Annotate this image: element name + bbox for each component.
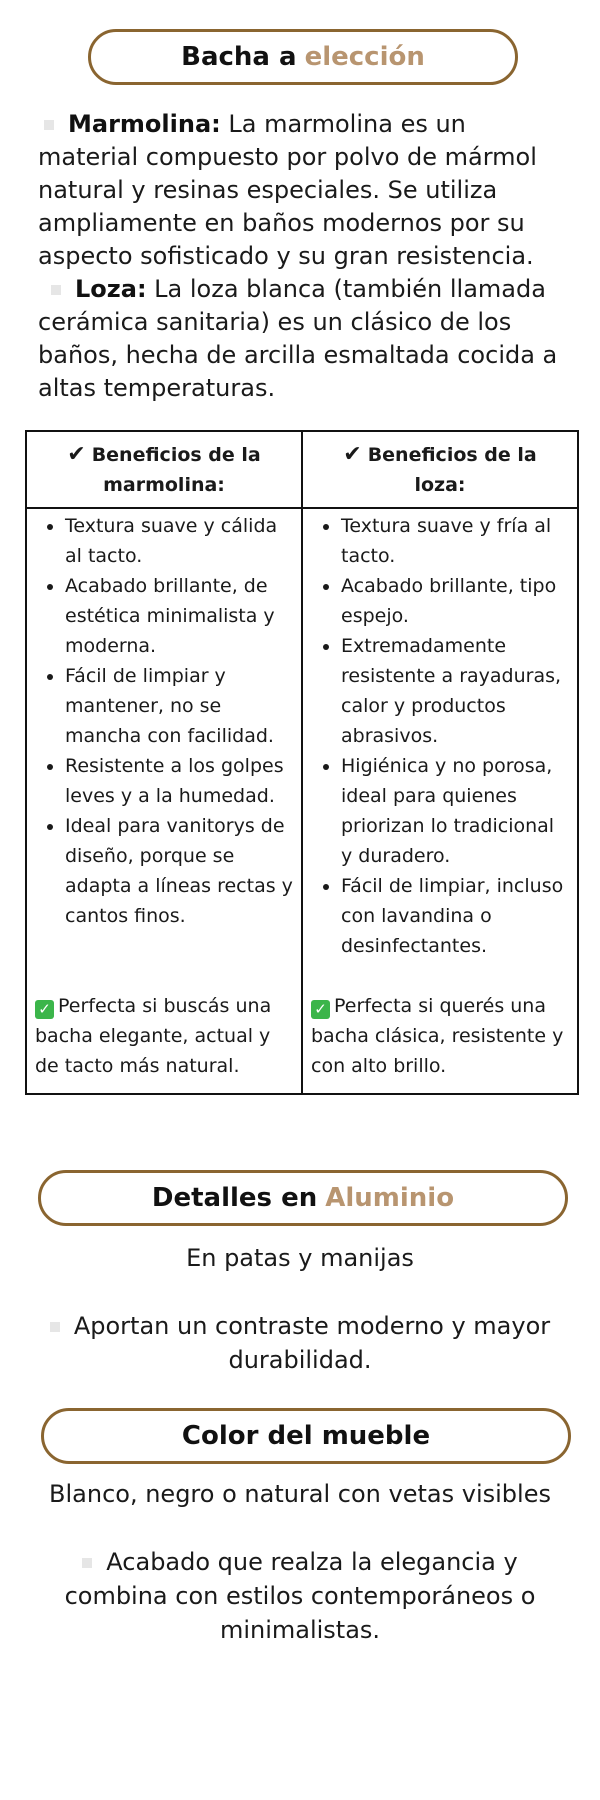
aluminio-title-accent: Aluminio: [325, 1183, 455, 1213]
list-item: • Higiénica y no porosa, ideal para quienes priorizan lo tradicional y duradero.: [341, 751, 569, 871]
marmolina-label: Marmolina:: [68, 110, 221, 138]
list-item: • Fácil de limpiar y mantener, no se mancha con facilidad.: [65, 661, 293, 751]
aluminio-bullet-text: Aportan un contraste moderno y mayor durabilidad.: [73, 1312, 551, 1374]
bacha-intro: [38, 108, 568, 405]
marmolina-header-text: Beneficios de la marmolina:: [91, 443, 261, 496]
aluminio-section-title: [38, 1170, 568, 1226]
mueble-title: Color del mueble: [181, 1421, 431, 1451]
loza-benefits-cell: [302, 508, 578, 1094]
loza-summary: [311, 991, 569, 1081]
bacha-title-main: Bacha a: [181, 42, 297, 72]
marmolina-text: La marmolina es un material compuesto por polvo de mármol natural y resinas especiales. Se utiliza ampliamente en baños modernos por su aspecto sofisticado y su gran resistencia.: [38, 110, 537, 270]
list-item: • Textura suave y fría al tacto.: [341, 511, 569, 571]
mueble-bullet: [40, 1545, 560, 1647]
square-bullet-icon: [51, 285, 61, 295]
marmolina-benefits-cell: [26, 508, 302, 1094]
table-body-row: [26, 508, 578, 1094]
list-item: • Resistente a los golpes leves y a la humedad.: [65, 751, 293, 811]
list-item: • Acabado brillante, de estética minimalista y moderna.: [65, 571, 293, 661]
list-item: • Fácil de limpiar, incluso con lavandina o desinfectantes.: [341, 871, 569, 961]
list-item: • Extremadamente resistente a rayaduras, calor y productos abrasivos.: [341, 631, 569, 751]
marmolina-summary: [35, 991, 293, 1081]
mueble-subtitle: Blanco, negro o natural con vetas visibles: [49, 1480, 551, 1508]
aluminio-bullet: [40, 1309, 560, 1377]
loza-benefits-header: [302, 431, 578, 508]
loza-summary-text: Perfecta si querés una bacha clásica, resistente y con alto brillo.: [311, 995, 564, 1077]
green-check-icon: ✓: [35, 1000, 54, 1019]
square-bullet-icon: [50, 1322, 60, 1332]
table-header-row: [26, 431, 578, 508]
marmolina-benefits-list: [35, 511, 293, 931]
loza-header-text: Beneficios de la loza:: [367, 443, 537, 496]
checkmark-icon: ✔: [343, 441, 362, 467]
loza-text: La loza blanca (también llamada cerámica sanitaria) es un clásico de los baños, hecha de arcilla esmaltada cocida a altas temperaturas.: [38, 275, 558, 402]
aluminio-title-main: Detalles en: [151, 1183, 318, 1213]
marmolina-benefits-header: [26, 431, 302, 508]
loza-paragraph: [38, 273, 568, 405]
benefits-comparison-table: [25, 430, 579, 1095]
loza-benefits-list: [311, 511, 569, 961]
bacha-title-accent: elección: [304, 42, 425, 72]
square-bullet-icon: [44, 120, 54, 130]
mueble-section-title: [41, 1408, 571, 1464]
aluminio-subtitle: En patas y manijas: [186, 1244, 414, 1272]
square-bullet-icon: [82, 1558, 92, 1568]
mueble-bullet-text: Acabado que realza la elegancia y combina con estilos contemporáneos o minimalistas.: [64, 1548, 536, 1644]
loza-label: Loza:: [75, 275, 147, 303]
bacha-section-title: [88, 29, 518, 85]
list-item: • Acabado brillante, tipo espejo.: [341, 571, 569, 631]
green-check-icon: ✓: [311, 1000, 330, 1019]
checkmark-icon: ✔: [67, 441, 86, 467]
list-item: • Textura suave y cálida al tacto.: [65, 511, 293, 571]
marmolina-paragraph: [38, 108, 568, 273]
list-item: • Ideal para vanitorys de diseño, porque se adapta a líneas rectas y cantos finos.: [65, 811, 293, 931]
marmolina-summary-text: Perfecta si buscás una bacha elegante, actual y de tacto más natural.: [35, 995, 272, 1077]
